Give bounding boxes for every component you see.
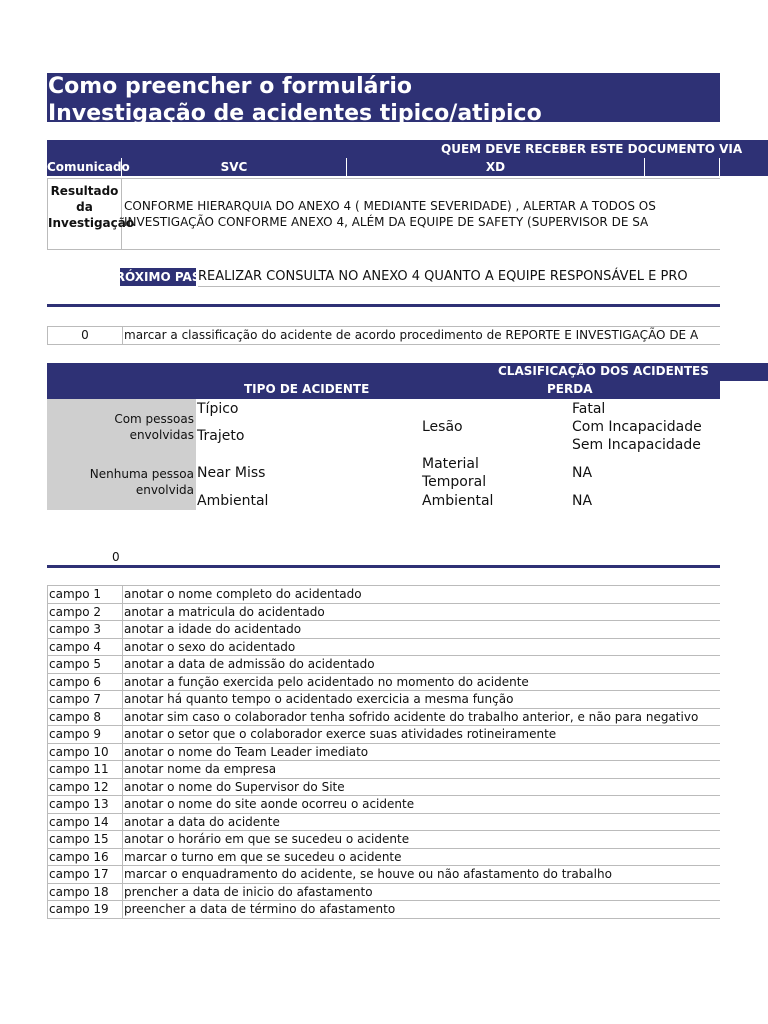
result-line-2: INVESTIGAÇÃO CONFORME ANEXO 4, ALÉM DA EQUIPE DE SAFETY (SUPERVISOR DE SA bbox=[124, 215, 649, 229]
loss-without-incapacity: Sem Incapacidade bbox=[572, 437, 701, 453]
type-near-miss: Near Miss bbox=[197, 465, 266, 481]
title-line-1: Como preencher o formulário bbox=[48, 74, 412, 99]
fields-table bbox=[47, 585, 720, 919]
loss-temporal: Temporal bbox=[422, 474, 487, 490]
field-description: marcar o turno em que se sucedeu o acidente bbox=[123, 848, 721, 866]
field-key: campo 11 bbox=[48, 761, 123, 779]
table-row bbox=[48, 743, 721, 761]
field-key: campo 10 bbox=[48, 743, 123, 761]
field-key: campo 19 bbox=[48, 901, 123, 919]
field-description: anotar o nome do Supervisor do Site bbox=[123, 778, 721, 796]
result-section bbox=[47, 178, 720, 250]
field-description: anotar a idade do acidentado bbox=[123, 621, 721, 639]
loss-with-incapacity: Com Incapacidade bbox=[572, 419, 702, 435]
field-description: anotar o nome completo do acidentado bbox=[123, 586, 721, 604]
next-step-text: REALIZAR CONSULTA NO ANEXO 4 QUANTO A EQUIPE RESPONSÁVEL E PRO bbox=[198, 268, 720, 287]
table-row bbox=[48, 778, 721, 796]
loss-environmental: Ambiental bbox=[422, 493, 494, 509]
classification-title: CLASIFICAÇÃO DOS ACIDENTES bbox=[498, 364, 709, 378]
table-row bbox=[48, 656, 721, 674]
col-loss-label: PERDA bbox=[547, 382, 593, 396]
field-description: anotar o nome do site aonde ocorreu o acidente bbox=[123, 796, 721, 814]
next-step-label bbox=[107, 268, 219, 286]
table-row bbox=[48, 848, 721, 866]
field-description: anotar o horário em que se sucedeu o acidente bbox=[123, 831, 721, 849]
loss-injury: Lesão bbox=[422, 419, 463, 435]
no-people-label bbox=[47, 454, 196, 510]
field-key: campo 13 bbox=[48, 796, 123, 814]
field-description: anotar a matricula do acidentado bbox=[123, 603, 721, 621]
table-row bbox=[48, 673, 721, 691]
field-key: campo 17 bbox=[48, 866, 123, 884]
field-description: anotar o nome do Team Leader imediato bbox=[123, 743, 721, 761]
field-description: anotar o sexo do acidentado bbox=[123, 638, 721, 656]
type-environmental: Ambiental bbox=[197, 493, 269, 509]
section-divider-2 bbox=[47, 565, 720, 568]
table-row bbox=[48, 796, 721, 814]
table-row bbox=[48, 621, 721, 639]
field-key: campo 1 bbox=[48, 586, 123, 604]
title-line-2: Investigação de acidentes tipico/atipico bbox=[48, 101, 542, 126]
fields-table-body bbox=[48, 586, 721, 919]
receivers-columns bbox=[47, 158, 768, 176]
field-description: prencher a data de inicio do afastamento bbox=[123, 883, 721, 901]
field-key: campo 15 bbox=[48, 831, 123, 849]
field-key: campo 5 bbox=[48, 656, 123, 674]
classification-header bbox=[47, 363, 768, 381]
table-row bbox=[48, 761, 721, 779]
field-key: campo 14 bbox=[48, 813, 123, 831]
row-text: marcar a classificação do acidente de acordo procedimento de REPORTE E INVESTIGAÇÃO DE A bbox=[124, 328, 699, 342]
field-description: anotar a data do acidente bbox=[123, 813, 721, 831]
section-divider bbox=[47, 304, 720, 307]
type-typical: Típico bbox=[197, 401, 239, 417]
classification-subheader bbox=[47, 381, 720, 399]
receivers-header-label: QUEM DEVE RECEBER ESTE DOCUMENTO VIA bbox=[441, 142, 743, 156]
result-text bbox=[124, 198, 721, 230]
row-number: 0 bbox=[48, 327, 123, 344]
loss-fatal: Fatal bbox=[572, 401, 606, 417]
receivers-header bbox=[47, 140, 768, 158]
column-svc: SVC bbox=[122, 158, 347, 176]
column-blank bbox=[645, 158, 720, 176]
field-key: campo 6 bbox=[48, 673, 123, 691]
field-key: campo 12 bbox=[48, 778, 123, 796]
field-key: campo 2 bbox=[48, 603, 123, 621]
table-row bbox=[48, 708, 721, 726]
result-line-1: CONFORME HIERARQUIA DO ANEXO 4 ( MEDIANTE SEVERIDADE) , ALERTAR A TODOS OS bbox=[124, 199, 656, 213]
type-commute: Trajeto bbox=[197, 428, 245, 444]
second-zero: 0 bbox=[112, 550, 120, 564]
table-row bbox=[48, 831, 721, 849]
field-description: preencher a data de término do afastamento bbox=[123, 901, 721, 919]
field-key: campo 9 bbox=[48, 726, 123, 744]
loss-na-2: NA bbox=[572, 493, 593, 509]
field-key: campo 18 bbox=[48, 883, 123, 901]
field-description: anotar a função exercida pelo acidentado no momento do acidente bbox=[123, 673, 721, 691]
loss-na-1: NA bbox=[572, 465, 593, 481]
classification-instruction-row bbox=[47, 326, 720, 345]
col-type-label: TIPO DE ACIDENTE bbox=[244, 382, 370, 396]
table-row bbox=[48, 901, 721, 919]
field-description: anotar o setor que o colaborador exerce suas atividades rotineiramente bbox=[123, 726, 721, 744]
next-step-label-text: PRÓXIMO PASSO bbox=[107, 270, 219, 284]
field-description: anotar sim caso o colaborador tenha sofrido acidente do trabalho anterior, e não para negativo bbox=[123, 708, 721, 726]
column-comunicado: Comunicado bbox=[47, 160, 130, 174]
field-description: anotar há quanto tempo o acidentado exercicia a mesma função bbox=[123, 691, 721, 709]
result-label: Resultado da Investigação bbox=[48, 179, 122, 249]
table-row bbox=[48, 586, 721, 604]
table-row bbox=[48, 866, 721, 884]
field-key: campo 16 bbox=[48, 848, 123, 866]
field-description: anotar nome da empresa bbox=[123, 761, 721, 779]
table-row bbox=[48, 691, 721, 709]
table-row bbox=[48, 813, 721, 831]
table-row bbox=[48, 638, 721, 656]
field-description: anotar a data de admissão do acidentado bbox=[123, 656, 721, 674]
loss-material: Material bbox=[422, 456, 479, 472]
field-key: campo 7 bbox=[48, 691, 123, 709]
field-description: marcar o enquadramento do acidente, se houve ou não afastamento do trabalho bbox=[123, 866, 721, 884]
field-key: campo 4 bbox=[48, 638, 123, 656]
no-people-text: Nenhuma pessoa envolvida bbox=[89, 467, 194, 497]
column-xd: XD bbox=[347, 158, 645, 176]
with-people-label bbox=[47, 399, 196, 454]
table-row bbox=[48, 883, 721, 901]
with-people-text: Com pessoas envolvidas bbox=[114, 412, 194, 442]
table-row bbox=[48, 726, 721, 744]
field-key: campo 8 bbox=[48, 708, 123, 726]
table-row bbox=[48, 603, 721, 621]
field-key: campo 3 bbox=[48, 621, 123, 639]
document-title bbox=[47, 73, 720, 126]
